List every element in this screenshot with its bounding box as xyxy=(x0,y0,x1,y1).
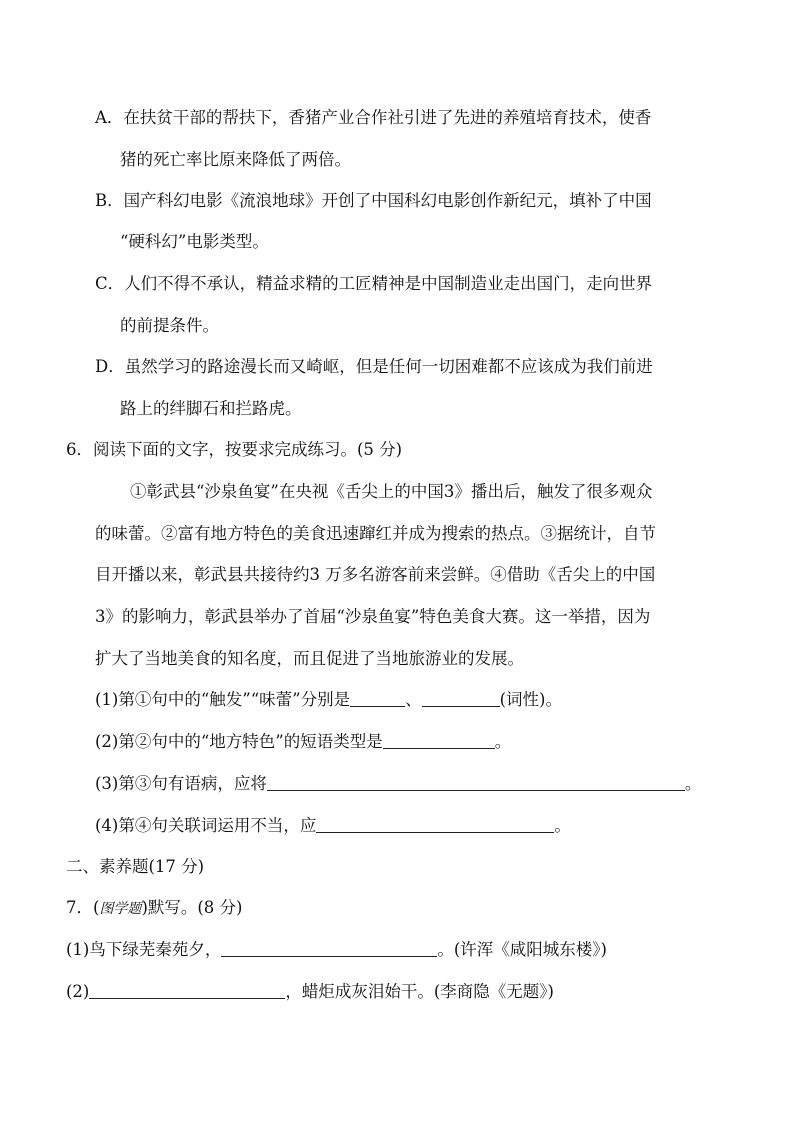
option-a-text-1: 在扶贫干部的帮扶下，香猪产业合作社引进了先进的养殖培育技术，使香 xyxy=(123,108,652,127)
q6-passage-line-2: 的味蕾。②富有地方特色的美食迅速蹿红并成为搜索的热点。③据统计，自节 xyxy=(95,524,656,543)
q6-passage-line-1: ①彰武县“沙泉鱼宴”在央视《舌尖上的中国3》播出后，触发了很多观众 xyxy=(130,482,653,501)
q7-tag: 图学题 xyxy=(99,901,142,917)
option-a-text-2: 猪的死亡率比原来降低了两倍。 xyxy=(120,150,351,169)
section-2-title: 二、素养题(17 分) xyxy=(66,857,205,876)
q6-sub2-prompt: (2)第②句中的“地方特色”的短语类型是 xyxy=(95,732,383,751)
q6-sub4-prompt: (4)第④句关联词运用不当，应 xyxy=(95,816,317,835)
q7-sub2-suffix: ，蜡炬成灰泪始干。(李商隐《无题》) xyxy=(285,982,554,1001)
q6-sub3 xyxy=(95,772,701,796)
q6-passage-line-4: 3》的影响力，彰武县举办了首届“沙泉鱼宴”特色美食大赛。这一举措，因为 xyxy=(95,607,651,626)
q6-sub3-blank[interactable] xyxy=(267,774,685,791)
q6-sub2 xyxy=(95,730,511,754)
q6-sub1-blank-2[interactable] xyxy=(422,690,500,707)
q7-number: 7．( xyxy=(66,898,100,917)
q6-sub1-prompt: (1)第①句中的“触发”“味蕾”分别是 xyxy=(95,690,351,709)
option-b-line1 xyxy=(95,189,652,213)
option-a-letter: A． xyxy=(95,108,124,127)
option-d-text-1: 虽然学习的路途漫长而又崎岖，但是任何一切困难都不应该成为我们前进 xyxy=(124,357,653,376)
option-c-line1 xyxy=(95,272,652,296)
q6-sub1-blank-1[interactable] xyxy=(350,690,405,707)
option-d-line1 xyxy=(95,355,653,379)
q6-sub1 xyxy=(95,688,562,712)
q6-sub1-separator: 、 xyxy=(405,690,422,709)
q6-sub3-prompt: (3)第③句有语病，应将 xyxy=(95,774,267,793)
q7-instruction: )默写。(8 分) xyxy=(141,898,243,917)
q6-sub4 xyxy=(95,814,571,838)
q6-sub3-suffix: 。 xyxy=(684,774,702,793)
option-b-text-1: 国产科幻电影《流浪地球》开创了中国科幻电影创作新纪元，填补了中国 xyxy=(123,191,652,210)
question-7-title xyxy=(66,896,243,921)
q7-sub1-prompt: (1)鸟下绿芜秦苑夕， xyxy=(66,940,222,959)
option-a-line1 xyxy=(95,106,651,130)
question-6-title: 6．阅读下面的文字，按要求完成练习。(5 分) xyxy=(66,440,403,459)
q7-sub1-blank[interactable] xyxy=(221,940,437,957)
q7-sub2 xyxy=(66,980,554,1004)
q6-sub1-suffix: (词性)。 xyxy=(499,690,562,709)
q6-sub2-suffix: 。 xyxy=(494,732,512,751)
option-d-letter: D． xyxy=(95,357,125,376)
option-d-text-2: 路上的绊脚石和拦路虎。 xyxy=(120,399,302,418)
q7-sub2-blank[interactable] xyxy=(89,982,285,999)
q6-sub2-blank[interactable] xyxy=(383,732,495,749)
option-b-text-2: “硬科幻”电影类型。 xyxy=(120,232,269,251)
q7-sub1 xyxy=(66,938,607,962)
option-b-letter: B． xyxy=(95,191,124,210)
q6-passage-line-5: 扩大了当地美食的知名度，而且促进了当地旅游业的发展。 xyxy=(95,649,524,668)
q6-sub4-blank[interactable] xyxy=(316,816,554,833)
q7-sub2-prompt: (2) xyxy=(66,982,90,1001)
option-c-text-2: 的前提条件。 xyxy=(120,316,219,335)
q7-sub1-suffix: 。(许浑《咸阳城东楼》) xyxy=(437,940,607,959)
q6-passage-line-3: 目开播以来，彰武县共接待约3 万多名游客前来尝鲜。④借助《舌尖上的中国 xyxy=(95,565,656,584)
option-c-text-1: 人们不得不承认，精益求精的工匠精神是中国制造业走出国门，走向世界 xyxy=(124,274,653,293)
option-c-letter: C． xyxy=(95,274,125,293)
q6-sub4-suffix: 。 xyxy=(554,816,571,835)
